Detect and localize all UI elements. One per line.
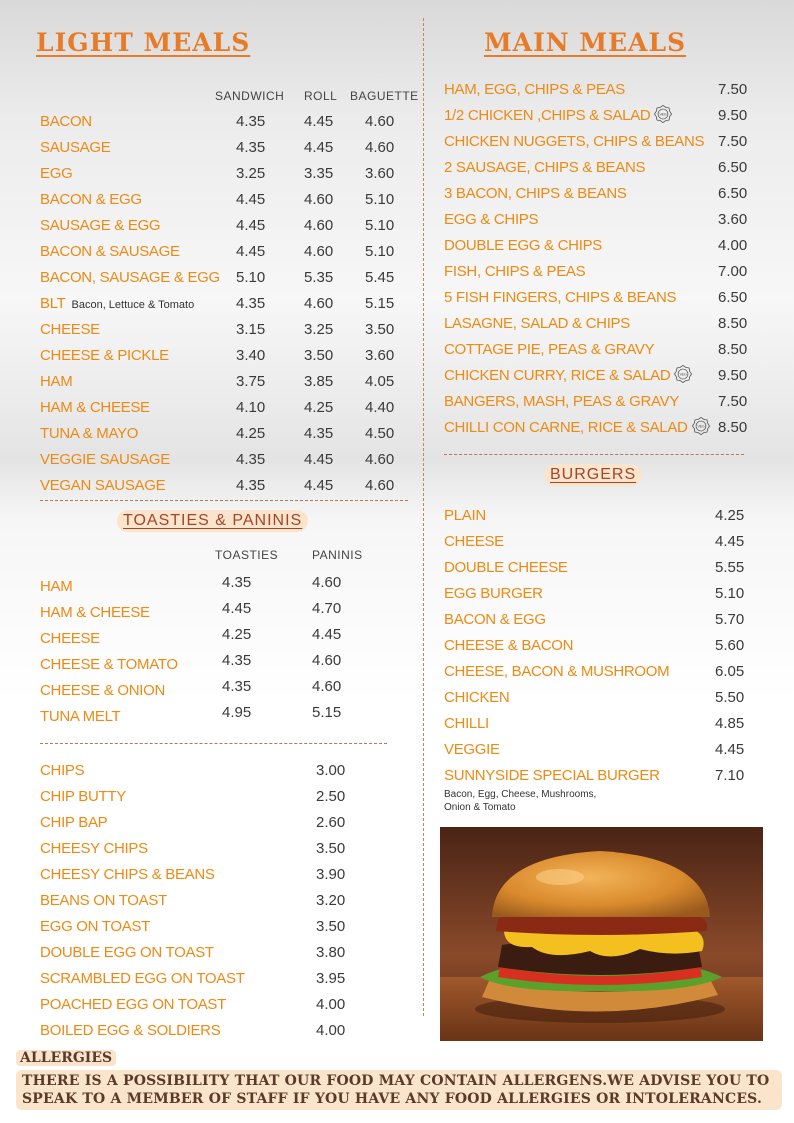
item-price: 9.50 xyxy=(718,367,748,384)
item-price: 3.95 xyxy=(316,970,346,987)
item-price: 4.05 xyxy=(365,373,395,390)
table-row xyxy=(444,157,754,179)
item-name: COTTAGE PIE, PEAS & GRAVY xyxy=(444,341,655,358)
item-name: VEGGIE SAUSAGE xyxy=(40,451,171,468)
special-burger-note xyxy=(444,788,596,814)
table-row xyxy=(40,628,380,650)
item-price: 4.45 xyxy=(236,243,266,260)
table-row xyxy=(444,661,754,683)
item-name: CHEESE & BACON xyxy=(444,637,574,654)
item-price: 5.45 xyxy=(365,269,395,286)
table-row xyxy=(40,449,420,471)
item-price: 4.35 xyxy=(222,574,252,591)
item-name: PLAIN xyxy=(444,507,486,524)
item-price: 3.50 xyxy=(316,840,346,857)
item-note: Bacon, Lettuce & Tomato xyxy=(71,299,195,311)
item-price: 5.55 xyxy=(715,559,745,576)
item-name: CHEESE, BACON & MUSHROOM xyxy=(444,663,670,680)
item-name: SUNNYSIDE SPECIAL BURGER xyxy=(444,767,660,784)
item-price: 3.85 xyxy=(304,373,334,390)
item-price: 4.45 xyxy=(304,139,334,156)
item-price: 4.35 xyxy=(236,477,266,494)
item-price: 3.20 xyxy=(316,892,346,909)
item-name: HAM xyxy=(40,578,73,595)
table-row xyxy=(40,706,380,728)
item-price: 4.35 xyxy=(222,652,252,669)
table-row xyxy=(40,293,420,315)
item-price: 4.95 xyxy=(222,704,252,721)
table-row xyxy=(40,371,420,393)
item-price: 5.10 xyxy=(236,269,266,286)
veg-badge-icon xyxy=(674,365,692,383)
table-row xyxy=(40,111,420,133)
item-name: HAM, EGG, CHIPS & PEAS xyxy=(444,81,625,98)
table-row xyxy=(444,505,754,527)
item-name: CHEESE xyxy=(40,630,100,647)
col-roll: ROLL xyxy=(304,89,338,103)
col-sandwich: SANDWICH xyxy=(215,89,285,103)
item-name: BACON, SAUSAGE & EGG xyxy=(40,269,220,286)
item-price: 4.60 xyxy=(365,451,395,468)
item-name: HAM & CHEESE xyxy=(40,604,150,621)
col-paninis: PANINIS xyxy=(312,548,363,562)
item-price: 7.50 xyxy=(718,133,748,150)
table-row xyxy=(40,812,380,834)
item-name: CHIPS xyxy=(40,762,85,779)
item-price: 4.00 xyxy=(316,996,346,1013)
item-price: 4.00 xyxy=(316,1022,346,1039)
table-row xyxy=(40,760,380,782)
allergies-label: ALLERGIES xyxy=(16,1050,116,1066)
item-name: EGG BURGER xyxy=(444,585,543,602)
item-price: 4.35 xyxy=(236,295,266,312)
item-price: 3.35 xyxy=(304,165,334,182)
table-row xyxy=(444,209,754,231)
item-price: 4.60 xyxy=(312,652,342,669)
item-price: 8.50 xyxy=(718,315,748,332)
item-price: 6.50 xyxy=(718,289,748,306)
table-row xyxy=(444,635,754,657)
table-row xyxy=(444,417,754,439)
allergies-line2: SPEAK TO A MEMBER OF STAFF IF YOU HAVE ANY FOOD ALLERGIES OR INTOLERANCES. xyxy=(22,1091,763,1107)
item-price: 3.75 xyxy=(236,373,266,390)
item-name: CHICKEN CURRY, RICE & SALAD VEG xyxy=(444,365,692,387)
item-price: 4.45 xyxy=(304,477,334,494)
item-name: EGG ON TOAST xyxy=(40,918,151,935)
item-price: 5.10 xyxy=(715,585,745,602)
table-row xyxy=(40,838,380,860)
table-row xyxy=(40,345,420,367)
item-price: 4.25 xyxy=(222,626,252,643)
item-price: 3.80 xyxy=(316,944,346,961)
item-name: CHILLI CON CARNE, RICE & SALAD VEG xyxy=(444,417,710,439)
item-price: 4.45 xyxy=(304,451,334,468)
item-price: 5.10 xyxy=(365,191,395,208)
item-name: CHEESE xyxy=(444,533,504,550)
item-name: CHEESY CHIPS & BEANS xyxy=(40,866,215,883)
allergies-box xyxy=(12,1046,782,1116)
burgers-title: BURGERS xyxy=(544,464,642,486)
item-price: 5.10 xyxy=(365,217,395,234)
table-row xyxy=(444,313,754,335)
item-price: 4.25 xyxy=(715,507,745,524)
svg-text:VEG: VEG xyxy=(679,372,687,377)
item-price: 4.45 xyxy=(715,741,745,758)
col-toasties: TOASTIES xyxy=(215,548,279,562)
item-price: 4.60 xyxy=(365,477,395,494)
table-row xyxy=(444,261,754,283)
item-price: 4.60 xyxy=(304,295,334,312)
item-price: 7.00 xyxy=(718,263,748,280)
table-row xyxy=(40,916,380,938)
light-meals-title: LIGHT MEALS xyxy=(36,28,251,57)
divider-toasties xyxy=(40,743,387,744)
item-price: 5.60 xyxy=(715,637,745,654)
item-name: BACON & SAUSAGE xyxy=(40,243,180,260)
item-price: 5.50 xyxy=(715,689,745,706)
item-price: 4.35 xyxy=(236,451,266,468)
item-name: EGG & CHIPS xyxy=(444,211,539,228)
item-name: BACON & EGG xyxy=(444,611,546,628)
special-note-line2: Onion & Tomato xyxy=(444,802,516,813)
table-row xyxy=(444,105,754,127)
item-price: 4.25 xyxy=(304,399,334,416)
item-price: 5.70 xyxy=(715,611,745,628)
item-name: CHIP BUTTY xyxy=(40,788,126,805)
table-row xyxy=(444,531,754,553)
table-row xyxy=(40,890,380,912)
item-price: 4.60 xyxy=(365,139,395,156)
table-row xyxy=(40,864,380,886)
table-row xyxy=(444,131,754,153)
svg-text:VEG: VEG xyxy=(697,424,705,429)
item-name: 3 BACON, CHIPS & BEANS xyxy=(444,185,627,202)
item-price: 4.35 xyxy=(236,139,266,156)
item-price: 5.10 xyxy=(365,243,395,260)
table-row xyxy=(444,183,754,205)
table-row xyxy=(444,739,754,761)
table-row xyxy=(40,654,380,676)
table-row xyxy=(40,475,420,497)
item-price: 5.35 xyxy=(304,269,334,286)
item-name: BOILED EGG & SOLDIERS xyxy=(40,1022,221,1039)
item-price: 7.50 xyxy=(718,393,748,410)
item-name: CHEESY CHIPS xyxy=(40,840,148,857)
item-price: 3.50 xyxy=(316,918,346,935)
item-price: 3.50 xyxy=(304,347,334,364)
item-price: 4.45 xyxy=(236,191,266,208)
table-row xyxy=(40,241,420,263)
column-divider xyxy=(423,18,424,1016)
item-price: 9.50 xyxy=(718,107,748,124)
item-name: BANGERS, MASH, PEAS & GRAVY xyxy=(444,393,680,410)
item-price: 4.85 xyxy=(715,715,745,732)
item-price: 4.45 xyxy=(236,217,266,234)
item-price: 2.50 xyxy=(316,788,346,805)
col-baguette: BAGUETTE xyxy=(350,89,419,103)
item-price: 6.50 xyxy=(718,185,748,202)
item-price: 4.60 xyxy=(304,217,334,234)
item-price: 4.35 xyxy=(222,678,252,695)
item-name: VEGGIE xyxy=(444,741,500,758)
item-price: 3.15 xyxy=(236,321,266,338)
item-name: DOUBLE EGG & CHIPS xyxy=(444,237,602,254)
item-price: 4.10 xyxy=(236,399,266,416)
item-name: HAM & CHEESE xyxy=(40,399,150,416)
item-name: 2 SAUSAGE, CHIPS & BEANS xyxy=(444,159,646,176)
table-row xyxy=(40,602,380,624)
item-price: 3.25 xyxy=(236,165,266,182)
item-price: 4.60 xyxy=(304,191,334,208)
special-note-line1: Bacon, Egg, Cheese, Mushrooms, xyxy=(444,789,597,800)
item-name: TUNA & MAYO xyxy=(40,425,139,442)
item-price: 3.90 xyxy=(316,866,346,883)
table-row xyxy=(444,765,754,787)
item-name: SAUSAGE xyxy=(40,139,111,156)
table-row xyxy=(444,609,754,631)
table-row xyxy=(444,391,754,413)
item-name: 5 FISH FINGERS, CHIPS & BEANS xyxy=(444,289,677,306)
item-price: 7.50 xyxy=(718,81,748,98)
item-name: LASAGNE, SALAD & CHIPS xyxy=(444,315,630,332)
table-row xyxy=(40,319,420,341)
item-name: BACON xyxy=(40,113,92,130)
item-name: BACON & EGG xyxy=(40,191,142,208)
toasties-title: TOASTIES & PANINIS xyxy=(117,510,308,532)
item-name: CHIP BAP xyxy=(40,814,108,831)
table-row xyxy=(444,339,754,361)
item-price: 6.50 xyxy=(718,159,748,176)
table-row xyxy=(444,365,754,387)
item-price: 2.60 xyxy=(316,814,346,831)
item-name: HAM xyxy=(40,373,73,390)
table-row xyxy=(40,397,420,419)
table-row xyxy=(444,287,754,309)
item-price: 3.60 xyxy=(365,347,395,364)
table-row xyxy=(444,687,754,709)
table-row xyxy=(444,235,754,257)
item-price: 5.15 xyxy=(312,704,342,721)
item-price: 4.70 xyxy=(312,600,342,617)
item-price: 3.40 xyxy=(236,347,266,364)
main-meals-title: MAIN MEALS xyxy=(484,28,687,57)
item-name: BLT Bacon, Lettuce & Tomato xyxy=(40,295,195,312)
item-name: 1/2 CHICKEN ,CHIPS & SALAD VEG xyxy=(444,105,672,127)
item-name: CHICKEN xyxy=(444,689,510,706)
burger-photo xyxy=(440,827,763,1041)
item-name: CHEESE & TOMATO xyxy=(40,656,178,673)
item-price: 8.50 xyxy=(718,341,748,358)
table-row xyxy=(40,786,380,808)
item-price: 4.35 xyxy=(304,425,334,442)
item-name: FISH, CHIPS & PEAS xyxy=(444,263,586,280)
item-price: 4.60 xyxy=(365,113,395,130)
item-price: 3.50 xyxy=(365,321,395,338)
item-price: 4.45 xyxy=(222,600,252,617)
item-price: 4.60 xyxy=(312,678,342,695)
item-name: DOUBLE CHEESE xyxy=(444,559,568,576)
item-name: BEANS ON TOAST xyxy=(40,892,167,909)
item-name: POACHED EGG ON TOAST xyxy=(40,996,226,1013)
item-name: EGG xyxy=(40,165,73,182)
item-name: DOUBLE EGG ON TOAST xyxy=(40,944,214,961)
item-price: 3.25 xyxy=(304,321,334,338)
item-price: 4.45 xyxy=(304,113,334,130)
table-row xyxy=(40,968,380,990)
item-price: 7.10 xyxy=(715,767,745,784)
item-price: 3.60 xyxy=(365,165,395,182)
item-price: 8.50 xyxy=(718,419,748,436)
item-price: 4.00 xyxy=(718,237,748,254)
table-row xyxy=(40,994,380,1016)
table-row xyxy=(444,713,754,735)
table-row xyxy=(444,557,754,579)
veg-badge-icon xyxy=(692,417,710,435)
item-name: TUNA MELT xyxy=(40,708,121,725)
table-row xyxy=(40,189,420,211)
veg-badge-icon xyxy=(654,105,672,123)
item-name: CHEESE & ONION xyxy=(40,682,165,699)
item-price: 5.15 xyxy=(365,295,395,312)
item-name: CHICKEN NUGGETS, CHIPS & BEANS xyxy=(444,133,705,150)
table-row xyxy=(40,163,420,185)
table-row xyxy=(40,267,420,289)
item-price: 4.35 xyxy=(236,113,266,130)
item-price: 3.60 xyxy=(718,211,748,228)
item-price: 4.60 xyxy=(312,574,342,591)
table-row xyxy=(444,79,754,101)
table-row xyxy=(40,423,420,445)
table-row xyxy=(40,680,380,702)
item-price: 4.45 xyxy=(312,626,342,643)
divider-light xyxy=(40,500,408,501)
item-name: CHILLI xyxy=(444,715,489,732)
item-price: 4.45 xyxy=(715,533,745,550)
svg-text:VEG: VEG xyxy=(659,112,667,117)
item-price: 3.00 xyxy=(316,762,346,779)
item-name: VEGAN SAUSAGE xyxy=(40,477,166,494)
item-price: 4.60 xyxy=(304,243,334,260)
item-price: 4.25 xyxy=(236,425,266,442)
table-row xyxy=(444,583,754,605)
table-row xyxy=(40,576,380,598)
table-row xyxy=(40,942,380,964)
table-row xyxy=(40,137,420,159)
item-price: 6.05 xyxy=(715,663,745,680)
allergies-text xyxy=(16,1070,782,1110)
item-name: CHEESE & PICKLE xyxy=(40,347,169,364)
item-name: SCRAMBLED EGG ON TOAST xyxy=(40,970,245,987)
allergies-line1: THERE IS A POSSIBILITY THAT OUR FOOD MAY CONTAIN ALLERGENS.WE ADVISE YOU TO xyxy=(22,1073,770,1089)
item-name: CHEESE xyxy=(40,321,100,338)
table-row xyxy=(40,215,420,237)
item-price: 4.40 xyxy=(365,399,395,416)
divider-main xyxy=(444,454,744,455)
item-price: 4.50 xyxy=(365,425,395,442)
table-row xyxy=(40,1020,380,1042)
item-name: SAUSAGE & EGG xyxy=(40,217,161,234)
